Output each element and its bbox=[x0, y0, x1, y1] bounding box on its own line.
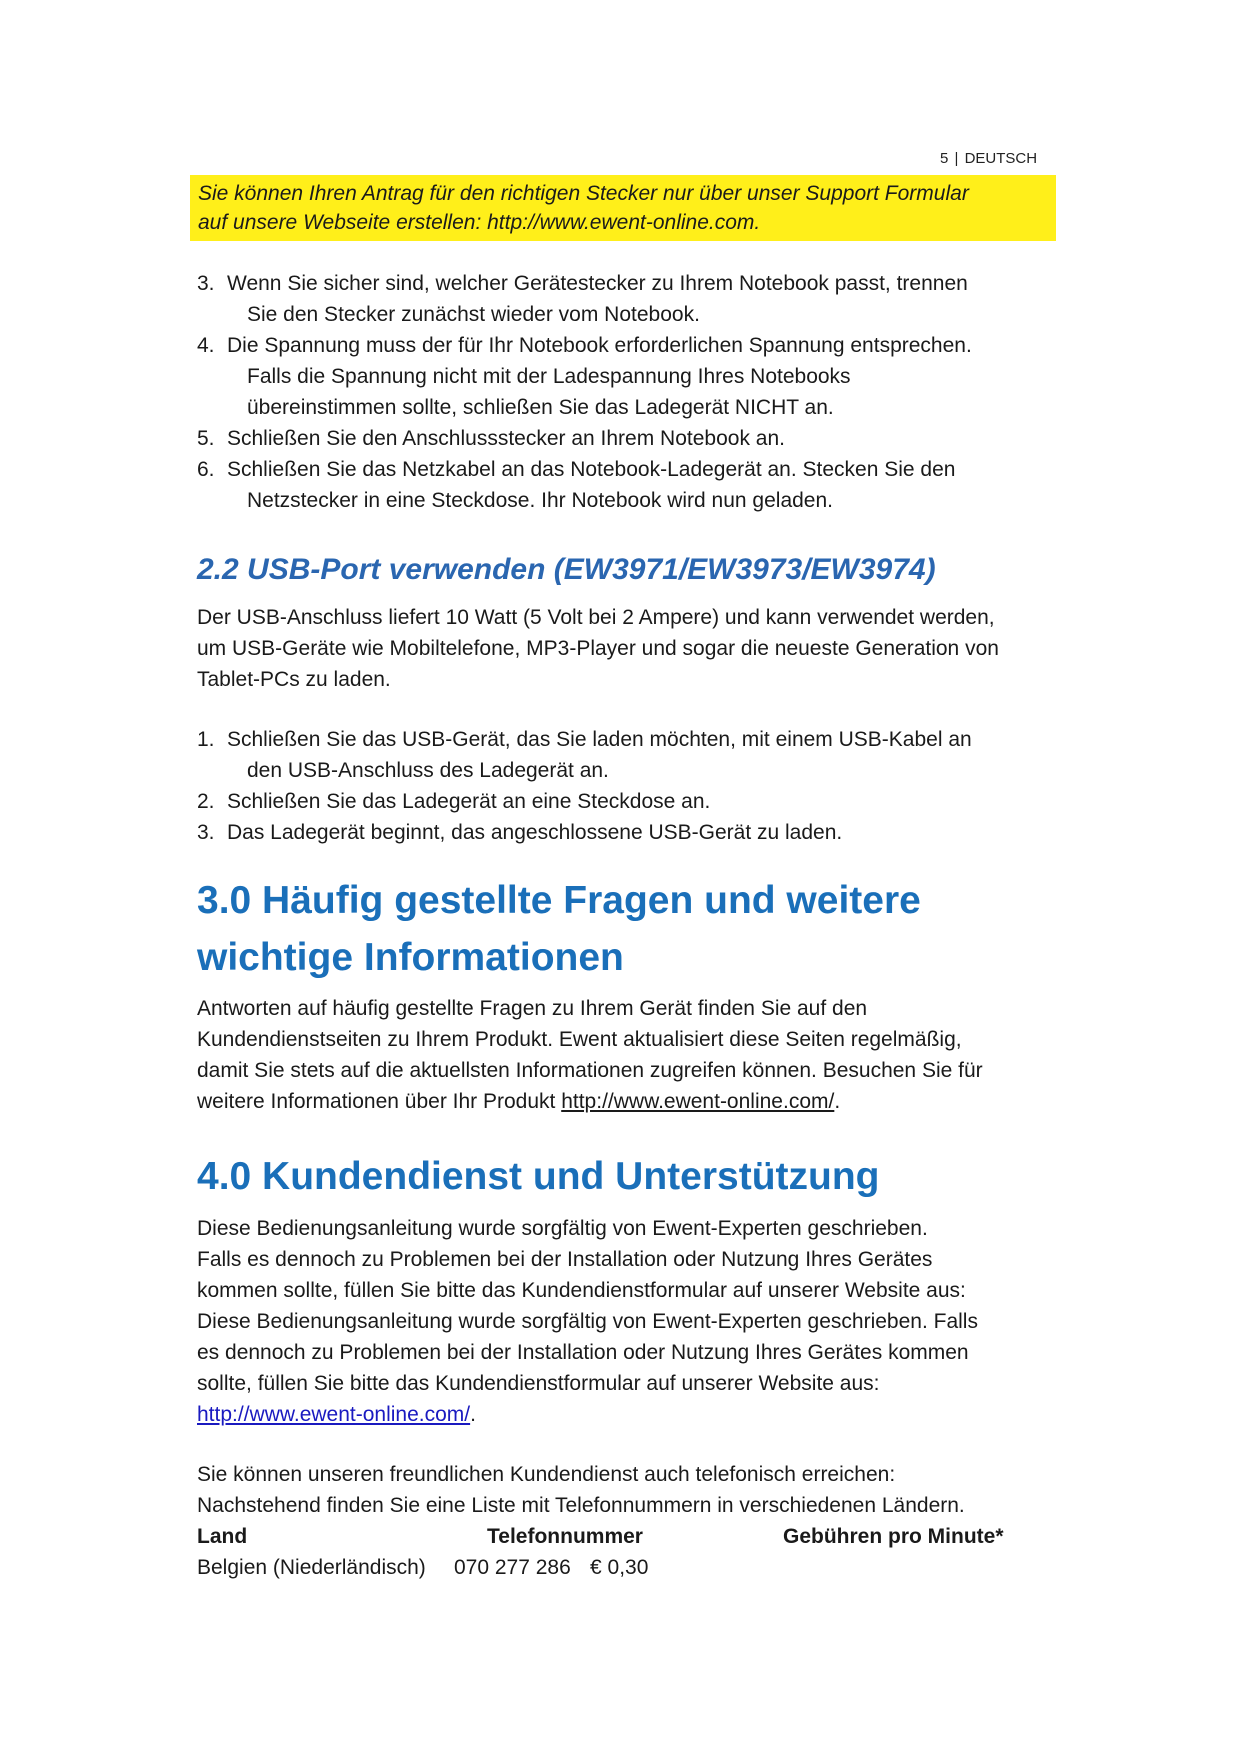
list-text: Wenn Sie sicher sind, welcher Gerätestecker zu Ihrem Notebook passt, trennen bbox=[227, 272, 968, 295]
list-text: Schließen Sie das Netzkabel an das Notebook-Ladegerät an. Stecken Sie den bbox=[227, 458, 956, 481]
list-number: 1. bbox=[197, 728, 215, 751]
list-text-cont: den USB-Anschluss des Ladegerät an. bbox=[247, 759, 609, 782]
paragraph-line bbox=[197, 1086, 1077, 1117]
list-item bbox=[197, 817, 1077, 848]
list-number: 2. bbox=[197, 790, 215, 813]
paragraph-line: Der USB-Anschluss liefert 10 Watt (5 Volt bei 2 Ampere) und kann verwendet werden, bbox=[197, 606, 995, 629]
section-heading-3 bbox=[197, 872, 921, 986]
list-number: 3. bbox=[197, 821, 215, 844]
highlight-line-1: Sie können Ihren Antrag für den richtigen Stecker nur über unser Support Formular bbox=[198, 182, 969, 205]
paragraph-line: Diese Bedienungsanleitung wurde sorgfältig von Ewent-Experten geschrieben. Falls bbox=[197, 1310, 978, 1333]
list-item bbox=[197, 724, 1077, 786]
support-form-link[interactable]: http://www.ewent-online.com/ bbox=[197, 1403, 471, 1426]
list-item bbox=[197, 330, 1077, 423]
list-text: Die Spannung muss der für Ihr Notebook erforderlichen Spannung entsprechen. bbox=[227, 334, 972, 357]
list-text-cont: Netzstecker in eine Steckdose. Ihr Notebook wird nun geladen. bbox=[247, 489, 834, 512]
header-language: DEUTSCH bbox=[964, 150, 1038, 167]
paragraph-line: Nachstehend finden Sie eine Liste mit Telefonnummern in verschiedenen Ländern. bbox=[197, 1494, 965, 1517]
section-2-2-paragraph bbox=[197, 602, 1077, 695]
paragraph-line: es dennoch zu Problemen bei der Installation oder Nutzung Ihres Gerätes kommen bbox=[197, 1341, 969, 1364]
section-heading-4: 4.0 Kundendienst und Unterstützung bbox=[197, 1155, 880, 1198]
list-item bbox=[197, 786, 1077, 817]
header-separator: | bbox=[954, 150, 959, 167]
list-text: Das Ladegerät beginnt, das angeschlossene USB-Gerät zu laden. bbox=[227, 821, 843, 844]
list-number: 6. bbox=[197, 458, 215, 481]
text-suffix: . bbox=[470, 1403, 476, 1426]
text-suffix: . bbox=[834, 1090, 841, 1113]
paragraph-line: sollte, füllen Sie bitte das Kundendienstformular auf unserer Website aus: bbox=[197, 1372, 880, 1395]
paragraph-line bbox=[197, 1399, 1077, 1430]
heading-line: 3.0 Häufig gestellte Fragen und weitere bbox=[197, 879, 921, 922]
column-header-phone: Telefonnummer bbox=[487, 1525, 643, 1548]
paragraph-line: Kundendienstseiten zu Ihrem Produkt. Ewent aktualisiert diese Seiten regelmäßig, bbox=[197, 1028, 962, 1051]
highlight-line-2: auf unsere Webseite erstellen: http://www.ewent-online.com. bbox=[198, 211, 761, 234]
list-item bbox=[197, 454, 1077, 516]
table-row bbox=[197, 1552, 1057, 1583]
paragraph-line: um USB-Geräte wie Mobiltelefone, MP3-Player und sogar die neueste Generation von bbox=[197, 637, 999, 660]
list-text-cont: Sie den Stecker zunächst wieder vom Notebook. bbox=[247, 303, 700, 326]
column-header-land: Land bbox=[197, 1525, 248, 1548]
cell-fee: € 0,30 bbox=[590, 1556, 649, 1579]
paragraph-line: Falls es dennoch zu Problemen bei der Installation oder Nutzung Ihres Gerätes bbox=[197, 1248, 933, 1271]
list-item bbox=[197, 268, 1077, 330]
paragraph-line: kommen sollte, füllen Sie bitte das Kundendienstformular auf unserer Website aus: bbox=[197, 1279, 966, 1302]
paragraph-line: Sie können unseren freundlichen Kundendienst auch telefonisch erreichen: bbox=[197, 1463, 896, 1486]
text-prefix: weitere Informationen über Ihr Produkt bbox=[197, 1090, 562, 1113]
steps-list-charger bbox=[197, 268, 1077, 516]
list-text-cont: übereinstimmen sollte, schließen Sie das Ladegerät NICHT an. bbox=[247, 396, 834, 419]
section-4-paragraph bbox=[197, 1213, 1077, 1430]
paragraph-line: Diese Bedienungsanleitung wurde sorgfältig von Ewent-Experten geschrieben. bbox=[197, 1217, 928, 1240]
paragraph-line: Tablet-PCs zu laden. bbox=[197, 668, 391, 691]
paragraph-line: damit Sie stets auf die aktuellsten Informationen zugreifen können. Besuchen Sie für bbox=[197, 1059, 983, 1082]
list-number: 5. bbox=[197, 427, 215, 450]
section-heading-2-2: 2.2 USB-Port verwenden (EW3971/EW3973/EW3974) bbox=[197, 553, 936, 586]
cell-land: Belgien (Niederländisch) bbox=[197, 1556, 426, 1579]
page-header bbox=[940, 150, 1037, 167]
ewent-website-link[interactable]: http://www.ewent-online.com/ bbox=[561, 1090, 835, 1113]
phone-table-header bbox=[197, 1521, 1057, 1552]
list-text-cont: Falls die Spannung nicht mit der Ladespannung Ihres Notebooks bbox=[247, 365, 851, 388]
heading-line: wichtige Informationen bbox=[197, 936, 624, 979]
list-number: 4. bbox=[197, 334, 215, 357]
list-number: 3. bbox=[197, 272, 215, 295]
paragraph-line: Antworten auf häufig gestellte Fragen zu Ihrem Gerät finden Sie auf den bbox=[197, 997, 868, 1020]
page-number: 5 bbox=[940, 150, 949, 167]
list-text: Schließen Sie den Anschlussstecker an Ihrem Notebook an. bbox=[227, 427, 785, 450]
highlight-note bbox=[190, 175, 1056, 241]
phone-intro bbox=[197, 1459, 1077, 1521]
cell-phone: 070 277 286 bbox=[454, 1556, 571, 1579]
section-3-paragraph bbox=[197, 993, 1077, 1117]
steps-list-usb bbox=[197, 724, 1077, 848]
list-text: Schließen Sie das USB-Gerät, das Sie laden möchten, mit einem USB-Kabel an bbox=[227, 728, 972, 751]
list-item bbox=[197, 423, 1077, 454]
list-text: Schließen Sie das Ladegerät an eine Steckdose an. bbox=[227, 790, 711, 813]
column-header-fee: Gebühren pro Minute* bbox=[783, 1525, 1004, 1548]
